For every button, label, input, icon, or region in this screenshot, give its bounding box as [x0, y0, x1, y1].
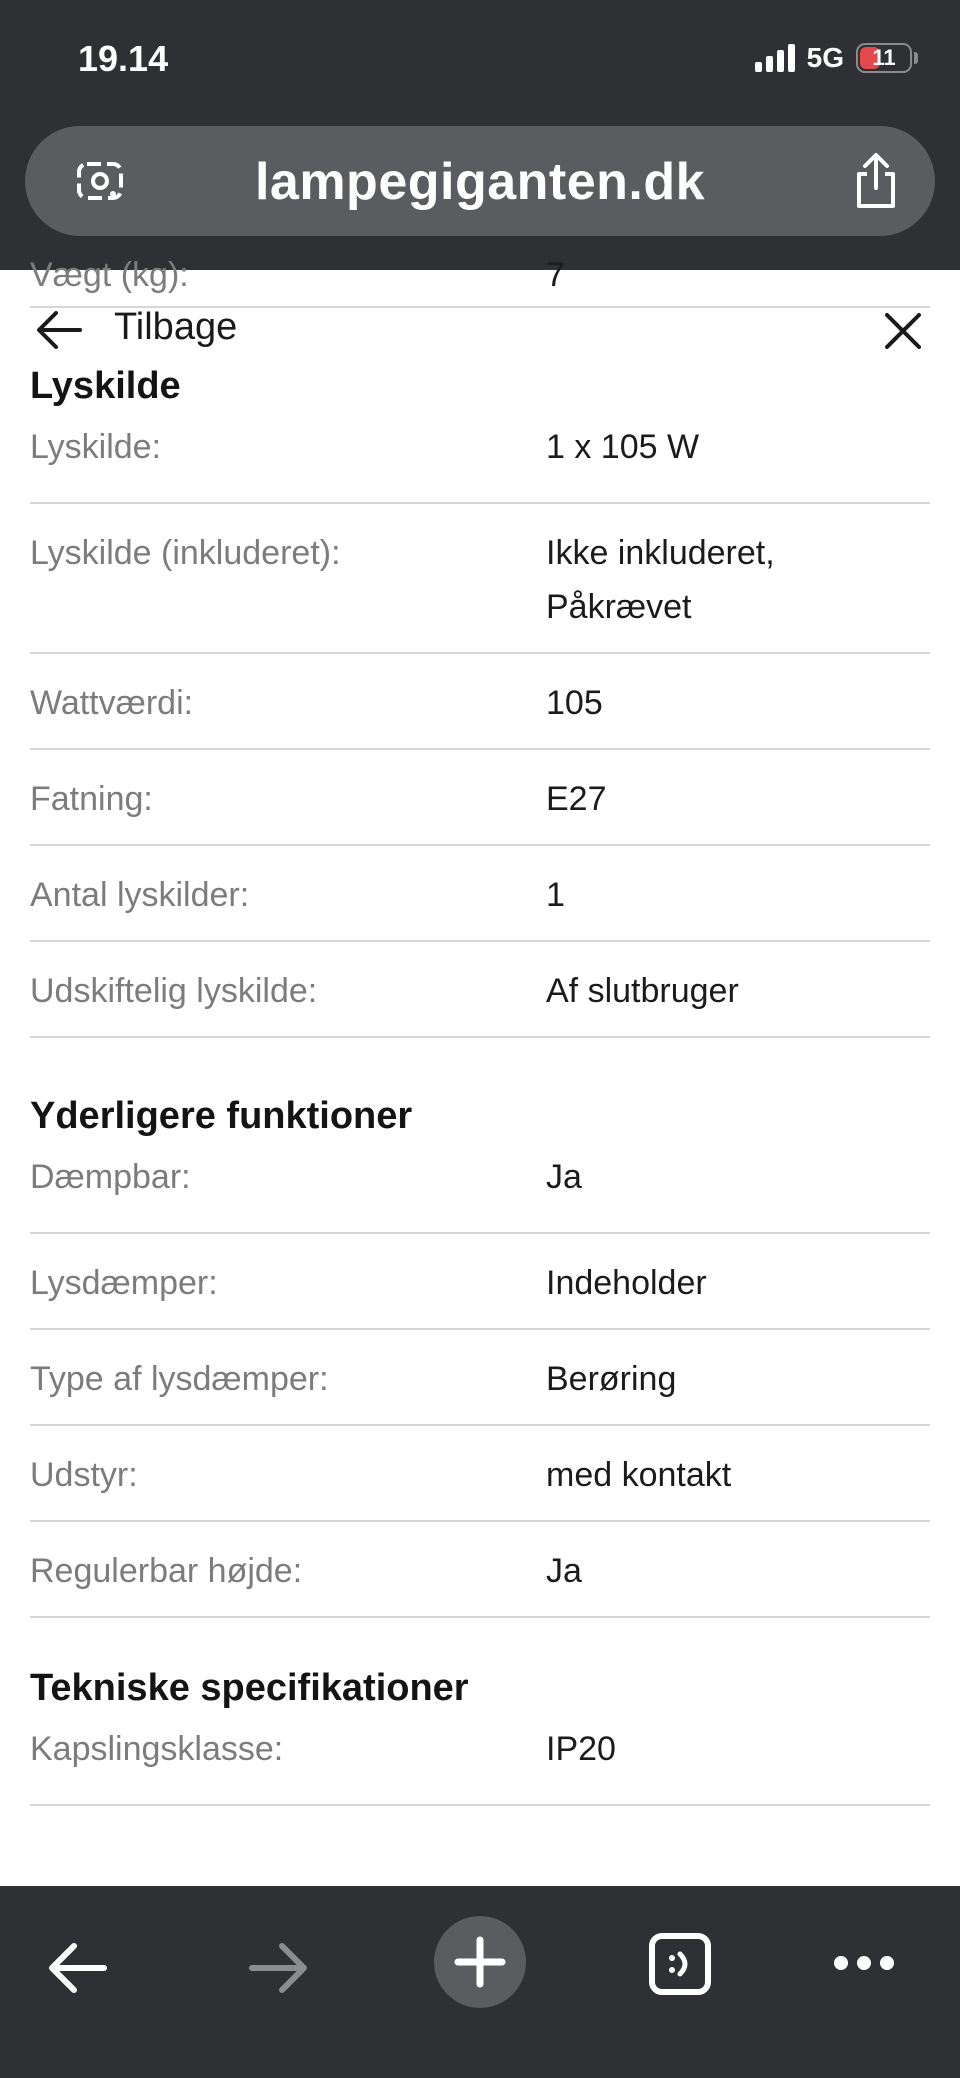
spec-row	[30, 1234, 930, 1330]
spec-row	[30, 1330, 930, 1426]
spec-value: 1 x 105 W	[546, 428, 700, 466]
battery-level: 11	[872, 45, 896, 70]
spec-value: Indeholder	[546, 1264, 707, 1302]
spec-value: Ja	[546, 1552, 582, 1590]
spec-row	[30, 654, 930, 750]
more-dots-icon[interactable]	[832, 1952, 896, 1974]
spec-value: Berøring	[546, 1360, 677, 1398]
spec-label: Lysdæmper:	[30, 1264, 218, 1302]
tabs-icon[interactable]	[648, 1932, 712, 1996]
spec-row	[30, 416, 930, 504]
spec-value: 7	[546, 256, 565, 294]
network-type: 5G	[806, 42, 844, 73]
group-title-tekniske: Tekniske specifikationer	[30, 1667, 469, 1709]
arrow-left-icon[interactable]	[48, 1940, 108, 1996]
status-time: 19.14	[78, 38, 169, 79]
browser-top-bar	[0, 0, 960, 270]
spec-row	[30, 1146, 930, 1234]
spec-row	[30, 1718, 930, 1806]
spec-label: Fatning:	[30, 780, 153, 818]
spec-label: Dæmpbar:	[30, 1158, 191, 1196]
spec-label: Wattværdi:	[30, 684, 194, 722]
spec-value: E27	[546, 780, 607, 818]
spec-row	[30, 1522, 930, 1618]
spec-row	[30, 846, 930, 942]
spec-row	[30, 750, 930, 846]
spec-row	[30, 1426, 930, 1522]
status-indicators	[755, 42, 918, 74]
spec-label: Udskiftelig lyskilde:	[30, 972, 318, 1010]
spec-label: Kapslingsklasse:	[30, 1730, 284, 1768]
spec-label: Udstyr:	[30, 1456, 138, 1494]
spec-label: Vægt (kg):	[30, 256, 189, 294]
group-title-lyskilde: Lyskilde	[30, 365, 181, 407]
back-button-label[interactable]: Tilbage	[114, 306, 238, 348]
url-bar[interactable]	[25, 126, 935, 236]
spec-label: Antal lyskilder:	[30, 876, 250, 914]
group-title-funktioner: Yderligere funktioner	[30, 1095, 413, 1137]
spec-value: Ja	[546, 1158, 582, 1196]
spec-value: Ikke inkluderet, Påkrævet	[546, 534, 775, 626]
plus-icon[interactable]	[434, 1916, 526, 2008]
spec-value: 105	[546, 684, 603, 722]
spec-label: Lyskilde (inkluderet):	[30, 534, 341, 572]
url-text[interactable]: lampegiganten.dk	[254, 153, 706, 211]
battery-icon	[856, 43, 912, 73]
spec-list	[0, 256, 960, 1806]
arrow-right-icon[interactable]	[248, 1940, 308, 1996]
spec-label: Type af lysdæmper:	[30, 1360, 329, 1398]
spec-row	[30, 504, 930, 654]
share-icon[interactable]	[851, 152, 901, 210]
spec-row-partial	[30, 256, 930, 308]
spec-label: Lyskilde:	[30, 428, 162, 466]
spec-value: med kontakt	[546, 1456, 732, 1494]
spec-value: 1	[546, 876, 565, 914]
spec-row	[30, 942, 930, 1038]
browser-toolbar	[0, 1886, 960, 2078]
cellular-signal-icon	[755, 44, 795, 72]
spec-value: Af slutbruger	[546, 972, 739, 1010]
spec-label: Regulerbar højde:	[30, 1552, 303, 1590]
battery-tip	[914, 52, 918, 64]
spec-value: IP20	[546, 1730, 616, 1768]
